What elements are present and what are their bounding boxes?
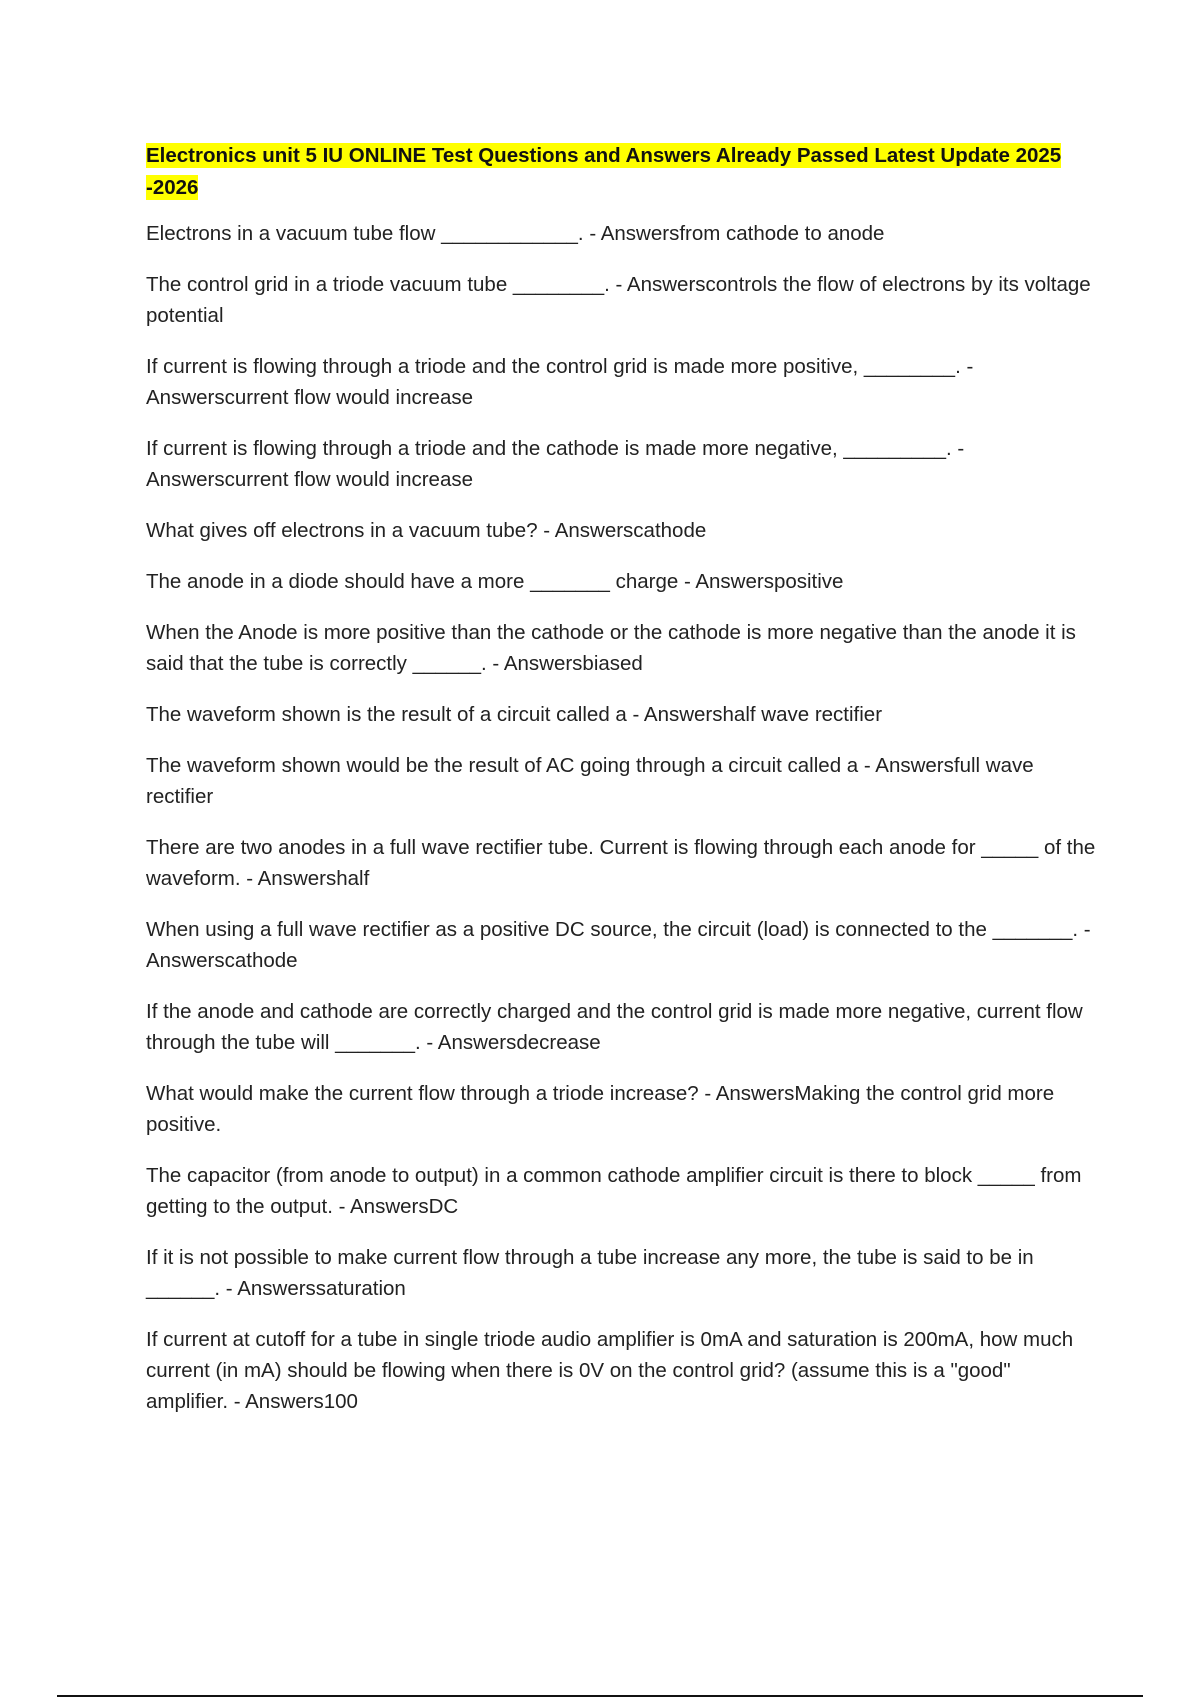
qa-item-13: What would make the current flow through a triode increase? - AnswersMaking the control grid more positive. (146, 1082, 1055, 1136)
document-title (146, 140, 1096, 204)
qa-item-11: When using a full wave rectifier as a positive DC source, the circuit (load) is connected to the _______. - Answerscathode (146, 918, 1091, 972)
qa-item-9: The waveform shown would be the result of AC going through a circuit called a - Answersfull wave rectifier (146, 754, 1034, 808)
footer-rule (57, 1695, 1143, 1697)
qa-item-14: The capacitor (from anode to output) in a common cathode amplifier circuit is there to block _____ from getting to the output. - AnswersDC (146, 1164, 1082, 1218)
qa-item-12: If the anode and cathode are correctly charged and the control grid is made more negative, current flow through the tube will _______. - Answersdecrease (146, 1000, 1083, 1054)
qa-item-3: If current is flowing through a triode and the control grid is made more positive, ________. - Answerscurrent flow would increase (146, 355, 974, 409)
qa-item-1: Electrons in a vacuum tube flow ____________. - Answersfrom cathode to anode (146, 222, 885, 245)
qa-item-6: The anode in a diode should have a more _______ charge - Answerspositive (146, 570, 844, 593)
qa-item-15: If it is not possible to make current flow through a tube increase any more, the tube is said to be in ______. - Answerssaturation (146, 1246, 1034, 1300)
qa-item-4: If current is flowing through a triode and the cathode is made more negative, _________. - Answerscurrent flow would increase (146, 437, 965, 491)
qa-item-10: There are two anodes in a full wave rectifier tube. Current is flowing through each anode for _____ of the waveform. - Answershalf (146, 836, 1096, 890)
qa-item-16: If current at cutoff for a tube in single triode audio amplifier is 0mA and saturation is 200mA, how much current (in mA) should be flowing when there is 0V on the control grid? (assume this is a "good" amplifier. - Answers100 (146, 1328, 1074, 1413)
qa-item-8: The waveform shown is the result of a circuit called a - Answershalf wave rectifier (146, 703, 883, 726)
qa-item-5: What gives off electrons in a vacuum tube? - Answerscathode (146, 519, 707, 542)
qa-item-2: The control grid in a triode vacuum tube ________. - Answerscontrols the flow of electrons by its voltage potential (146, 273, 1091, 327)
qa-item-7: When the Anode is more positive than the cathode or the cathode is more negative than the anode it is said that the tube is correctly ______. - Answersbiased (146, 621, 1076, 675)
document-title-text: Electronics unit 5 IU ONLINE Test Questions and Answers Already Passed Latest Update 2025 -2026 (146, 144, 1062, 199)
document-page (146, 140, 1096, 1437)
